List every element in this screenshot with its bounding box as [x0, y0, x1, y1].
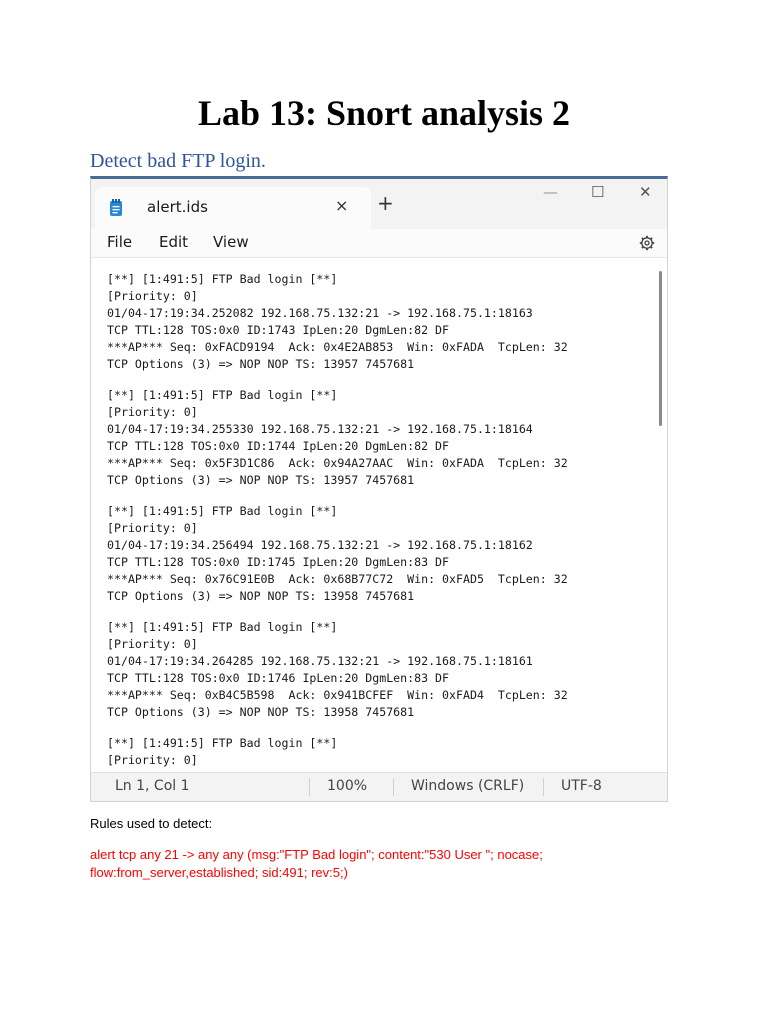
alert-line: 01/04-17:19:34.252082 192.168.75.132:21 -> 192.168.75.1:18163 — [107, 306, 533, 320]
alert-entry — [107, 387, 661, 489]
alert-line: TCP Options (3) => NOP NOP TS: 13957 7457681 — [107, 357, 415, 371]
alert-line: [Priority: 0] — [107, 289, 198, 303]
alert-line: [Priority: 0] — [107, 521, 198, 535]
alert-entry — [107, 503, 661, 605]
alert-line: 01/04-17:19:34.255330 192.168.75.132:21 -> 192.168.75.1:18164 — [107, 422, 533, 436]
alert-line: ***AP*** Seq: 0x5F3D1C86 Ack: 0x94A27AAC Win: 0xFADA TcpLen: 32 — [107, 456, 568, 470]
zoom-level: 100% — [327, 778, 368, 794]
tab-title: alert.ids — [147, 198, 208, 216]
text-editor-area[interactable] — [91, 258, 661, 773]
maximize-button[interactable]: ☐ — [591, 183, 605, 201]
title-bar — [91, 179, 667, 229]
alert-line: ***AP*** Seq: 0xB4C5B598 Ack: 0x941BCFEF Win: 0xFAD4 TcpLen: 32 — [107, 688, 568, 702]
alert-line: TCP Options (3) => NOP NOP TS: 13957 7457681 — [107, 473, 415, 487]
notepad-file-icon — [109, 199, 123, 217]
alert-line: TCP Options (3) => NOP NOP TS: 13958 7457681 — [107, 705, 415, 719]
section-subtitle: Detect bad FTP login. — [90, 150, 266, 172]
alert-line: TCP TTL:128 TOS:0x0 ID:1746 IpLen:20 DgmLen:83 DF — [107, 671, 450, 685]
plus-icon[interactable]: + — [377, 191, 394, 215]
status-divider — [393, 778, 394, 796]
alert-line: [**] [1:491:5] FTP Bad login [**] — [107, 504, 338, 518]
gear-icon[interactable] — [639, 235, 655, 251]
alert-line: [**] [1:491:5] FTP Bad login [**] — [107, 620, 338, 634]
line-ending: Windows (CRLF) — [411, 778, 525, 794]
alert-line: TCP TTL:128 TOS:0x0 ID:1744 IpLen:20 DgmLen:82 DF — [107, 439, 450, 453]
alert-line: [**] [1:491:5] FTP Bad login [**] — [107, 272, 338, 286]
window-close-button[interactable]: ✕ — [639, 183, 652, 201]
alert-line: [Priority: 0] — [107, 753, 198, 767]
tab-alert-ids[interactable] — [95, 187, 371, 229]
alert-line: [Priority: 0] — [107, 405, 198, 419]
vertical-scrollbar[interactable] — [659, 271, 662, 426]
page-title: Lab 13: Snort analysis 2 — [197, 93, 571, 133]
alert-entry — [107, 271, 661, 373]
minimize-button[interactable]: — — [543, 183, 558, 201]
notepad-window — [90, 176, 668, 802]
alert-line: TCP TTL:128 TOS:0x0 ID:1743 IpLen:20 DgmLen:82 DF — [107, 323, 450, 337]
alert-line: [**] [1:491:5] FTP Bad login [**] — [107, 388, 338, 402]
snort-rule-text: alert tcp any 21 -> any any (msg:"FTP Bad login"; content:"530 User "; nocase; flow:from_server,established; sid:491; rev:5;) — [90, 847, 543, 880]
menu-edit[interactable]: Edit — [159, 233, 189, 251]
alert-line: ***AP*** Seq: 0x76C91E0B Ack: 0x68B77C72 Win: 0xFAD5 TcpLen: 32 — [107, 572, 568, 586]
alert-line: ***AP*** Seq: 0xFACD9194 Ack: 0x4E2AB853 Win: 0xFADA TcpLen: 32 — [107, 340, 568, 354]
menu-file[interactable]: File — [107, 233, 133, 251]
close-icon[interactable]: × — [335, 196, 349, 215]
alert-line: 01/04-17:19:34.264285 192.168.75.132:21 -> 192.168.75.1:18161 — [107, 654, 533, 668]
menu-view[interactable]: View — [213, 233, 249, 251]
status-bar — [91, 772, 667, 801]
rules-label: Rules used to detect: — [90, 816, 213, 831]
encoding: UTF-8 — [561, 778, 602, 794]
alert-line: TCP Options (3) => NOP NOP TS: 13958 7457681 — [107, 589, 415, 603]
cursor-position: Ln 1, Col 1 — [115, 778, 190, 794]
alert-entry — [107, 619, 661, 721]
menu-bar — [91, 229, 667, 258]
status-divider — [309, 778, 310, 796]
alert-line: [Priority: 0] — [107, 637, 198, 651]
alert-line: 01/04-17:19:34.256494 192.168.75.132:21 -> 192.168.75.1:18162 — [107, 538, 533, 552]
alert-line: [**] [1:491:5] FTP Bad login [**] — [107, 736, 338, 750]
alert-line: TCP TTL:128 TOS:0x0 ID:1745 IpLen:20 DgmLen:83 DF — [107, 555, 450, 569]
status-divider — [543, 778, 544, 796]
alert-entry — [107, 735, 661, 769]
